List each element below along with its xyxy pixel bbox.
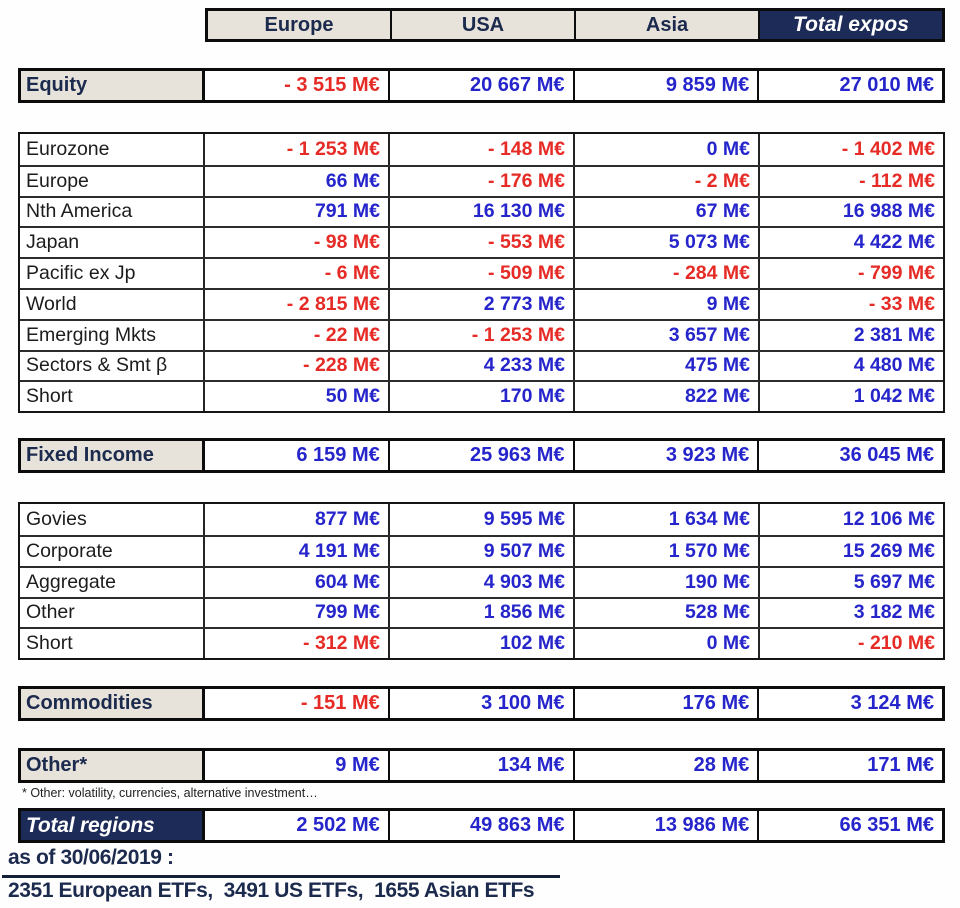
row-label: Other: [20, 599, 205, 628]
detail-table: [18, 132, 945, 413]
value-cell: 3 124 M€: [757, 689, 942, 718]
value-cell: 102 M€: [388, 629, 573, 658]
value-cell: 15 269 M€: [758, 537, 943, 566]
detail-row-corporate: [20, 535, 943, 566]
value-cell: - 799 M€: [758, 259, 943, 288]
detail-row-japan: [20, 226, 943, 257]
value-cell: - 210 M€: [758, 629, 943, 658]
value-cell: 171 M€: [757, 751, 942, 780]
value-cell: 9 M€: [573, 290, 758, 319]
value-cell: 13 986 M€: [573, 811, 758, 840]
detail-row-europe: [20, 165, 943, 196]
value-cell: 9 595 M€: [388, 504, 573, 535]
value-cell: 20 667 M€: [388, 71, 573, 100]
detail-row-world: [20, 288, 943, 319]
value-cell: 2 381 M€: [758, 321, 943, 350]
row-label: Short: [20, 382, 205, 411]
row-label: Japan: [20, 228, 205, 257]
section-label: Other*: [21, 751, 205, 780]
row-label: Corporate: [20, 537, 205, 566]
header-row: [205, 8, 945, 42]
value-cell: - 2 M€: [573, 167, 758, 196]
value-cell: 9 M€: [205, 751, 388, 780]
value-cell: 2 773 M€: [388, 290, 573, 319]
row-label: Short: [20, 629, 205, 658]
value-cell: 27 010 M€: [757, 71, 942, 100]
section-label: Commodities: [21, 689, 205, 718]
row-label: Eurozone: [20, 134, 205, 165]
section-row-other: [18, 748, 945, 783]
value-cell: 1 570 M€: [573, 537, 758, 566]
value-cell: 0 M€: [573, 134, 758, 165]
value-cell: 49 863 M€: [388, 811, 573, 840]
value-cell: - 148 M€: [388, 134, 573, 165]
column-header-europe: Europe: [208, 11, 390, 39]
value-cell: 5 697 M€: [758, 568, 943, 597]
value-cell: 4 191 M€: [298, 539, 380, 562]
value-cell: - 1 253 M€: [286, 137, 380, 160]
row-label: Nth America: [20, 198, 205, 227]
value-cell: - 2 815 M€: [286, 292, 380, 315]
section-row-fixed-income: [18, 438, 945, 473]
value-cell: 36 045 M€: [757, 441, 942, 470]
value-cell: 176 M€: [573, 689, 758, 718]
value-cell: - 228 M€: [303, 354, 380, 377]
value-cell: 1 856 M€: [388, 599, 573, 628]
row-label: World: [20, 290, 205, 319]
row-label: Pacific ex Jp: [20, 259, 205, 288]
divider-line: [2, 875, 560, 878]
detail-row-short: [20, 627, 943, 658]
value-cell: 50 M€: [325, 385, 380, 408]
value-cell: 9 859 M€: [573, 71, 758, 100]
value-cell: 0 M€: [573, 629, 758, 658]
value-cell: 134 M€: [388, 751, 573, 780]
value-cell: 528 M€: [573, 599, 758, 628]
column-header-usa: USA: [390, 11, 574, 39]
detail-row-sectors-smt: [20, 350, 943, 381]
detail-row-short: [20, 380, 943, 411]
value-cell: 877 M€: [314, 508, 380, 531]
detail-row-other: [20, 597, 943, 628]
value-cell: 791 M€: [314, 200, 380, 223]
table-blocks: [18, 68, 945, 843]
value-cell: 16 130 M€: [388, 198, 573, 227]
value-cell: 3 923 M€: [573, 441, 758, 470]
value-cell: - 1 253 M€: [388, 321, 573, 350]
value-cell: 4 422 M€: [758, 228, 943, 257]
detail-row-aggregate: [20, 566, 943, 597]
value-cell: - 98 M€: [313, 231, 380, 254]
value-cell: 5 073 M€: [573, 228, 758, 257]
section-label: Equity: [21, 71, 205, 100]
row-label: Govies: [20, 504, 205, 535]
value-cell: 604 M€: [314, 570, 380, 593]
row-label: Emerging Mkts: [20, 321, 205, 350]
value-cell: 190 M€: [573, 568, 758, 597]
column-header-total-expos: Total expos: [758, 11, 942, 39]
value-cell: 66 351 M€: [757, 811, 942, 840]
value-cell: 1 042 M€: [758, 382, 943, 411]
value-cell: - 3 515 M€: [205, 71, 388, 100]
detail-table: [18, 502, 945, 660]
value-cell: 3 182 M€: [758, 599, 943, 628]
value-cell: 822 M€: [573, 382, 758, 411]
value-cell: 170 M€: [388, 382, 573, 411]
detail-row-nth-america: [20, 196, 943, 227]
value-cell: 475 M€: [573, 352, 758, 381]
value-cell: - 112 M€: [758, 167, 943, 196]
column-header-asia: Asia: [574, 11, 758, 39]
row-label: Europe: [20, 167, 205, 196]
value-cell: 16 988 M€: [758, 198, 943, 227]
value-cell: - 6 M€: [324, 262, 380, 285]
section-row-equity: [18, 68, 945, 103]
value-cell: - 33 M€: [758, 290, 943, 319]
value-cell: 4 233 M€: [388, 352, 573, 381]
value-cell: 799 M€: [314, 601, 380, 624]
detail-row-govies: [20, 504, 943, 535]
value-cell: 3 657 M€: [573, 321, 758, 350]
value-cell: - 176 M€: [388, 167, 573, 196]
value-cell: - 1 402 M€: [758, 134, 943, 165]
row-label: Aggregate: [20, 568, 205, 597]
value-cell: 2 502 M€: [205, 811, 388, 840]
as-of-date: as of 30/06/2019 :: [8, 846, 174, 869]
value-cell: 4 903 M€: [388, 568, 573, 597]
detail-row-eurozone: [20, 134, 943, 165]
etf-counts: 2351 European ETFs, 3491 US ETFs, 1655 Asian ETFs: [8, 879, 535, 902]
value-cell: - 22 M€: [313, 323, 380, 346]
value-cell: - 284 M€: [573, 259, 758, 288]
value-cell: 28 M€: [573, 751, 758, 780]
value-cell: - 509 M€: [388, 259, 573, 288]
value-cell: 4 480 M€: [758, 352, 943, 381]
value-cell: 12 106 M€: [758, 504, 943, 535]
footnote: * Other: volatility, currencies, alternative investment…: [22, 786, 318, 801]
detail-row-pacific-ex-jp: [20, 257, 943, 288]
value-cell: - 553 M€: [388, 228, 573, 257]
section-label: Total regions: [21, 811, 205, 840]
value-cell: 6 159 M€: [205, 441, 388, 470]
total-regions-row: [18, 808, 945, 843]
value-cell: - 312 M€: [303, 632, 380, 655]
section-row-commodities: [18, 686, 945, 721]
value-cell: 9 507 M€: [388, 537, 573, 566]
detail-row-emerging-mkts: [20, 319, 943, 350]
value-cell: 3 100 M€: [388, 689, 573, 718]
value-cell: 1 634 M€: [573, 504, 758, 535]
value-cell: 25 963 M€: [388, 441, 573, 470]
row-label: Sectors & Smt β: [20, 352, 205, 381]
section-label: Fixed Income: [21, 441, 205, 470]
value-cell: 67 M€: [573, 198, 758, 227]
value-cell: 66 M€: [325, 169, 380, 192]
value-cell: - 151 M€: [205, 689, 388, 718]
